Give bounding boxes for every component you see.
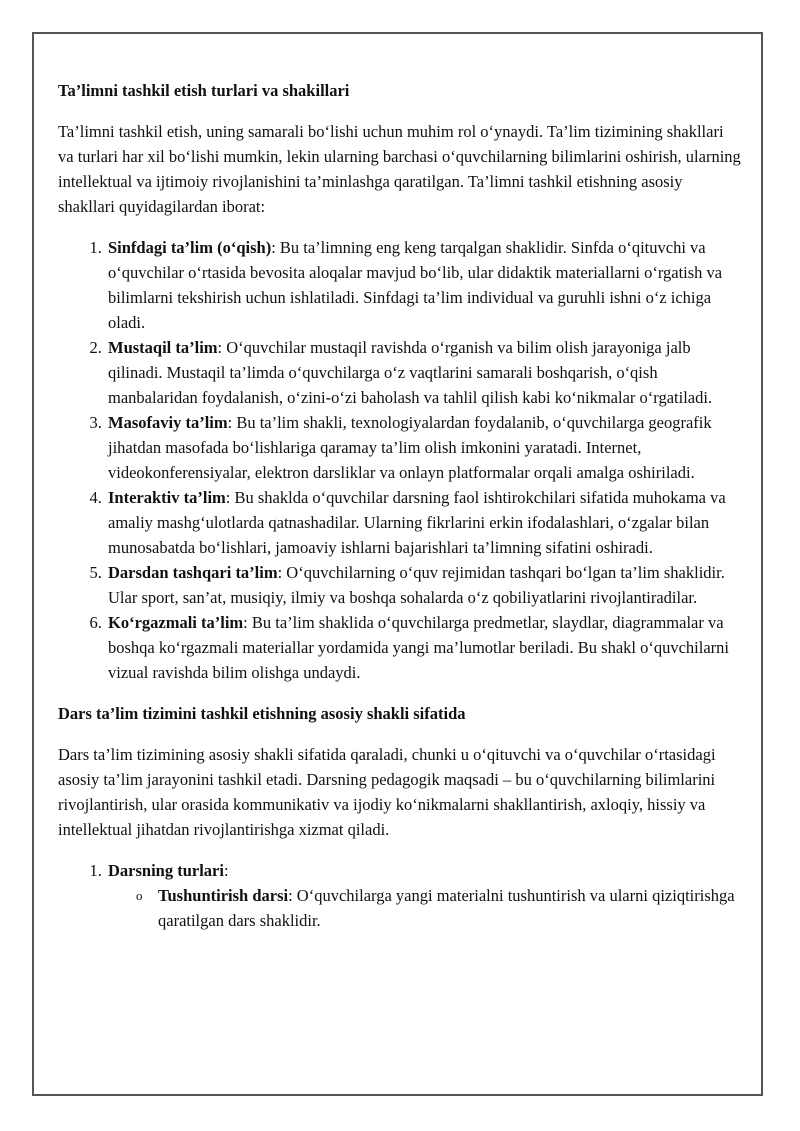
list-item xyxy=(106,335,741,410)
list-item-term: Masofaviy ta’lim xyxy=(108,413,228,432)
forms-list xyxy=(58,235,741,685)
section-heading-lesson: Dars ta’lim tizimini tashkil etishning asosiy shakli sifatida xyxy=(58,704,466,723)
lesson-list xyxy=(58,858,741,933)
sub-list-item xyxy=(136,883,741,933)
list-item-term: Sinfdagi ta’lim (o‘qish) xyxy=(108,238,272,257)
section-intro-paragraph: Ta’limni tashkil etish, uning samarali bo‘lishi uchun muhim rol o‘ynaydi. Ta’lim tizimining shakllari va turlari har xil bo‘lishi mumkin, lekin ularning barchasi o‘quvchilarning bilimlarini oshirish, ularning intellektual va ijtimoiy rivojlanishini ta’minlashga qaratilgan. Ta’limni tashkil etishning asosiy shakllari quyidagilardan iborat: xyxy=(58,122,741,216)
lesson-intro-paragraph: Dars ta’lim tizimining asosiy shakli sifatida qaraladi, chunki u o‘qituvchi va o‘quvchilar o‘rtasidagi asosiy ta’lim jarayonini tashkil etadi. Darsning pedagogik maqsadi – bu o‘quvchilarning bilimlarini rivojlantirish, ular orasida kommunikativ va ijodiy ko‘nikmalarni shakllantirish, axloqiy, hissiy va intellektual jihatdan rivojlantirishga xizmat qiladi. xyxy=(58,745,716,839)
list-item-text: : Bu ta’lim shaklida o‘quvchilarga predmetlar, slaydlar, diagrammalar va boshqa ko‘rgazmali materiallar yordamida yangi ma’lumotlar beriladi. Bu shakl o‘quvchilarni vizual ravishda bilim olishga undaydi. xyxy=(108,613,730,682)
list-item xyxy=(106,560,741,610)
sub-list-item-term: Tushuntirish darsi xyxy=(158,886,289,905)
list-item-term: Ko‘rgazmali ta’lim xyxy=(108,613,244,632)
lesson-types-sublist xyxy=(108,883,741,933)
list-item-suffix: : xyxy=(223,861,229,880)
list-item-term: Interaktiv ta’lim xyxy=(108,488,226,507)
list-item-term: Darsning turlari xyxy=(108,861,224,880)
list-item xyxy=(106,485,741,560)
list-item-text: : O‘quvchilar mustaqil ravishda o‘rganish va bilim olish jarayoniga jalb qilinadi. Mustaqil ta’limda o‘quvchilarga o‘z vaqtlarini samarali boshqarish, o‘qish manbalaridan foydalanish, o‘zini-o‘zi baholash va tahlil qilish kabi ko‘nikmalar o‘rgatiladi. xyxy=(108,338,713,407)
list-item-term: Darsdan tashqari ta’lim xyxy=(108,563,278,582)
list-item-text: : Bu ta’lim shakli, texnologiyalardan foydalanib, o‘quvchilarga geografik jihatdan masofada bo‘lishlariga qaramay ta’lim olish imkonini yaratadi. Internet, videokonferensiyalar, elektron darsliklar va onlayn platformalar orqali amalga oshiriladi. xyxy=(108,413,712,482)
section-heading-forms: Ta’limni tashkil etish turlari va shakillari xyxy=(58,81,350,100)
list-item-text: : Bu ta’limning eng keng tarqalgan shaklidir. Sinfda o‘qituvchi va o‘quvchilar o‘rtasida bevosita aloqalar mavjud bo‘lib, ular didaktik materiallarni o‘rgatish va bilimlarni tekshirish uchun ishlatiladi. Sinfdagi ta’lim individual va guruhli ishni o‘z ichiga oladi. xyxy=(108,238,723,332)
list-item-term: Mustaqil ta’lim xyxy=(108,338,218,357)
circle-bullet-icon: o xyxy=(136,888,143,903)
list-item xyxy=(106,235,741,335)
list-item xyxy=(106,410,741,485)
list-item-text: : Bu shaklda o‘quvchilar darsning faol ishtirokchilari sifatida muhokama va amaliy mashg‘ulotlarda qatnashadilar. Ularning fikrlarini erkin ifodalashlari, o‘zgalar bilan munosabatda bo‘lishlari, jamoaviy ishlarni bajarishlari ta’limning sifatini oshiradi. xyxy=(108,488,726,557)
document-content xyxy=(58,78,741,949)
list-item xyxy=(106,858,741,933)
list-item-text: : O‘quvchilarning o‘quv rejimidan tashqari bo‘lgan ta’lim shaklidir. Ular sport, san’at, musiqiy, ilmiy va boshqa sohalarda o‘z qobiliyatlarini rivojlantiradilar. xyxy=(108,563,725,607)
list-item xyxy=(106,610,741,685)
page-frame xyxy=(32,32,763,1096)
sub-list-item-text: : O‘quvchilarga yangi materialni tushuntirish va ularni qiziqtirishga qaratilgan dars shaklidir. xyxy=(158,886,735,930)
